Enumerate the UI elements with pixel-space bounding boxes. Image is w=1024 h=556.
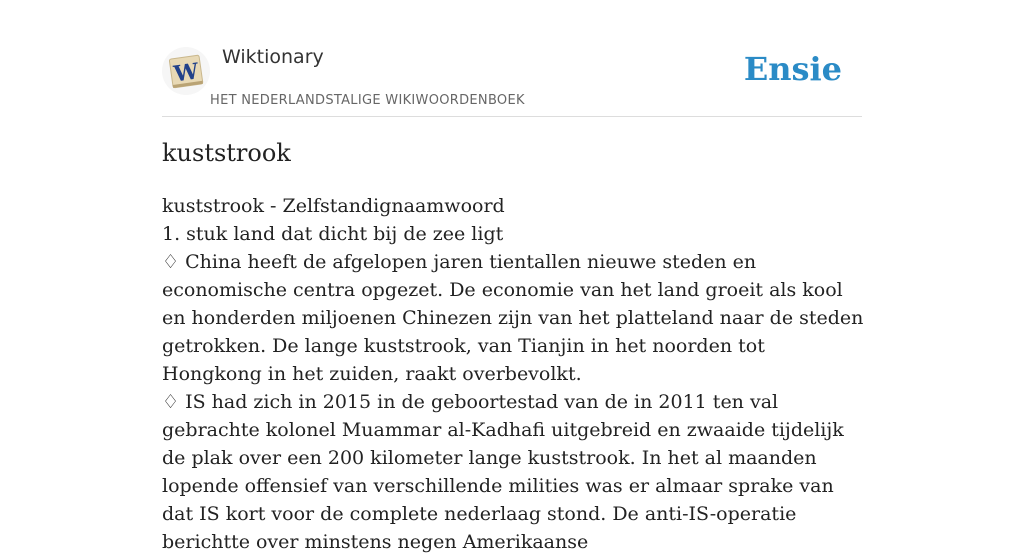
entry-example: ♢ China heeft de afgelopen jaren tientallen nieuwe steden en economische centra opgezet. De economie van het land groeit als kool en honderden miljoenen Chinezen zijn van het platteland naar de steden getrokken. De lange kuststrook, van Tianjin in het noorden tot Hongkong in het zuiden, raakt overbevolkt. [162,251,864,385]
entry-example: ♢ IS had zich in 2015 in de geboortestad van de in 2011 ten val gebrachte kolonel Muammar al-Kadhafi uitgebreid en zwaaide tijdelijk de plak over een 200 kilometer lange kuststrook. In het al maanden lopende offensief van verschillende milities was er almaar sprake van dat IS kort voor de complete nederlaag stond. De anti-IS-operatie berichtte over minstens negen Amerikaanse [162,391,844,553]
header [162,0,862,117]
wiktionary-logo-icon[interactable] [162,47,210,95]
brand-logo[interactable]: Ensie [743,50,842,88]
wiktionary-tile-icon [162,47,210,95]
source-tagline: HET NEDERLANDSTALIGE WIKIWOORDENBOEK [210,93,525,108]
entry-body [162,192,867,556]
page-title: kuststrook [162,139,291,167]
entry-heading: kuststrook - Zelfstandignaamwoord [162,195,505,217]
source-name[interactable]: Wiktionary [222,46,324,68]
page-container [162,0,864,553]
entry-definition: 1. stuk land dat dicht bij de zee ligt [162,223,504,245]
logo-letter: W [172,58,201,88]
